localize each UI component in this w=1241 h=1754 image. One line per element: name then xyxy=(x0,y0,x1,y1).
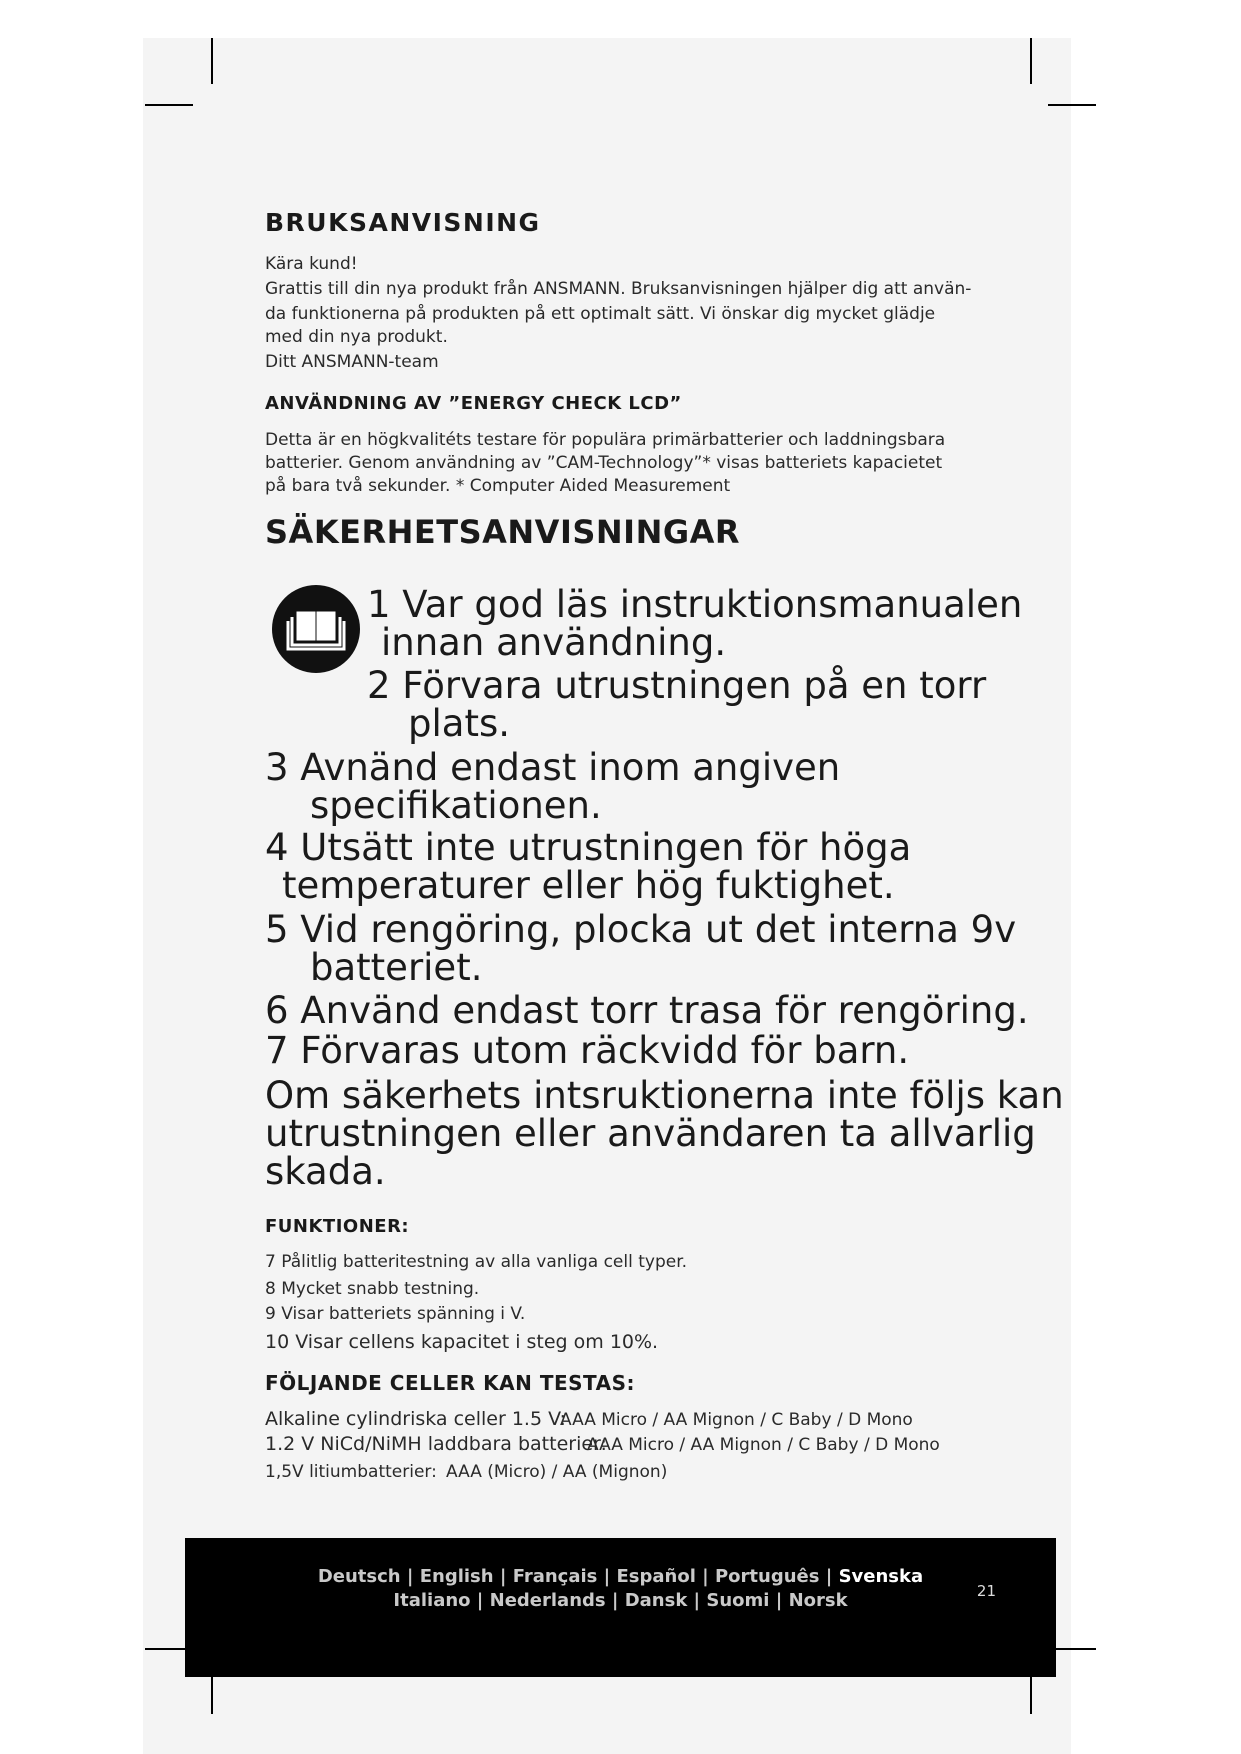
intro-line: Grattis till din nya produkt från ANSMANN. Bruksanvisningen hjälper dig att använ- xyxy=(265,279,972,299)
intro-line: med din nya produkt. xyxy=(265,327,448,347)
safety-warning: skada. xyxy=(265,1150,386,1193)
language-links[interactable]: Italiano | Nederlands | Dansk | Suomi | Norsk xyxy=(393,1590,848,1611)
crop-mark xyxy=(145,104,193,106)
safety-warning: utrustningen eller användaren ta allvarlig xyxy=(265,1112,1036,1155)
cell-value: AAA (Micro) / AA (Mignon) xyxy=(446,1462,668,1482)
safety-line: 4 Utsätt inte utrustningen för höga xyxy=(265,826,912,869)
safety-line: 3 Avnänd endast inom angiven xyxy=(265,746,841,789)
page-number: 21 xyxy=(976,1582,996,1600)
safety-line: 1 Var god läs instruktionsmanualen xyxy=(367,583,1023,626)
book-icon xyxy=(272,585,360,673)
current-language[interactable]: Svenska xyxy=(838,1566,924,1587)
safety-line: specifikationen. xyxy=(310,784,602,827)
crop-mark xyxy=(211,38,213,84)
crop-mark xyxy=(1030,38,1032,84)
safety-line: plats. xyxy=(408,702,510,745)
usage-line: på bara två sekunder. * Computer Aided Measurement xyxy=(265,476,731,496)
cell-label: 1,5V litiumbatterier: xyxy=(265,1462,437,1482)
signature: Ditt ANSMANN-team xyxy=(265,352,439,372)
safety-line: 6 Använd endast torr trasa för rengöring. xyxy=(265,989,1029,1032)
language-links[interactable]: Deutsch | English | Français | Español | Português | xyxy=(317,1566,833,1587)
footer-bar xyxy=(185,1538,1056,1677)
safety-heading: SÄKERHETSANVISNINGAR xyxy=(265,513,741,551)
safety-warning: Om säkerhets intsruktionerna inte följs kan xyxy=(265,1074,1064,1117)
safety-line: temperaturer eller hög fuktighet. xyxy=(282,864,895,907)
usage-line: Detta är en högkvalitéts testare för populära primärbatterier och laddningsbara xyxy=(265,430,946,450)
safety-line: batteriet. xyxy=(310,946,483,989)
function-item: 10 Visar cellens kapacitet i steg om 10%. xyxy=(265,1331,659,1353)
safety-line: innan användning. xyxy=(381,621,727,664)
usage-line: batterier. Genom användning av ”CAM-Technology”* visas batteriets kapacietet xyxy=(265,453,943,473)
intro-line: da funktionerna på produkten på ett optimalt sätt. Vi önskar dig mycket glädje xyxy=(265,304,936,324)
function-item: 9 Visar batteriets spänning i V. xyxy=(265,1304,526,1324)
safety-line: 7 Förvaras utom räckvidd för barn. xyxy=(265,1029,910,1072)
usage-heading: ANVÄNDNING AV ”ENERGY CHECK LCD” xyxy=(265,393,682,414)
cell-value: AAA Micro / AA Mignon / C Baby / D Mono xyxy=(560,1410,913,1430)
cell-label: Alkaline cylindriska celler 1.5 V: xyxy=(265,1408,566,1430)
crop-mark xyxy=(1048,104,1096,106)
cell-label: 1.2 V NiCd/NiMH laddbara batterier: xyxy=(265,1433,607,1455)
function-item: 7 Pålitlig batteritestning av alla vanliga cell typer. xyxy=(265,1252,688,1272)
language-list xyxy=(185,1590,1056,1611)
language-list xyxy=(185,1566,1056,1587)
cells-heading: FÖLJANDE CELLER KAN TESTAS: xyxy=(265,1371,636,1395)
greeting: Kära kund! xyxy=(265,254,358,274)
functions-heading: FUNKTIONER: xyxy=(265,1216,410,1237)
page-title: BRUKSANVISNING xyxy=(265,208,541,237)
cell-value: AAA Micro / AA Mignon / C Baby / D Mono xyxy=(587,1435,940,1455)
safety-line: 2 Förvara utrustningen på en torr xyxy=(367,664,987,707)
function-item: 8 Mycket snabb testning. xyxy=(265,1279,480,1299)
safety-line: 5 Vid rengöring, plocka ut det interna 9v xyxy=(265,908,1017,951)
